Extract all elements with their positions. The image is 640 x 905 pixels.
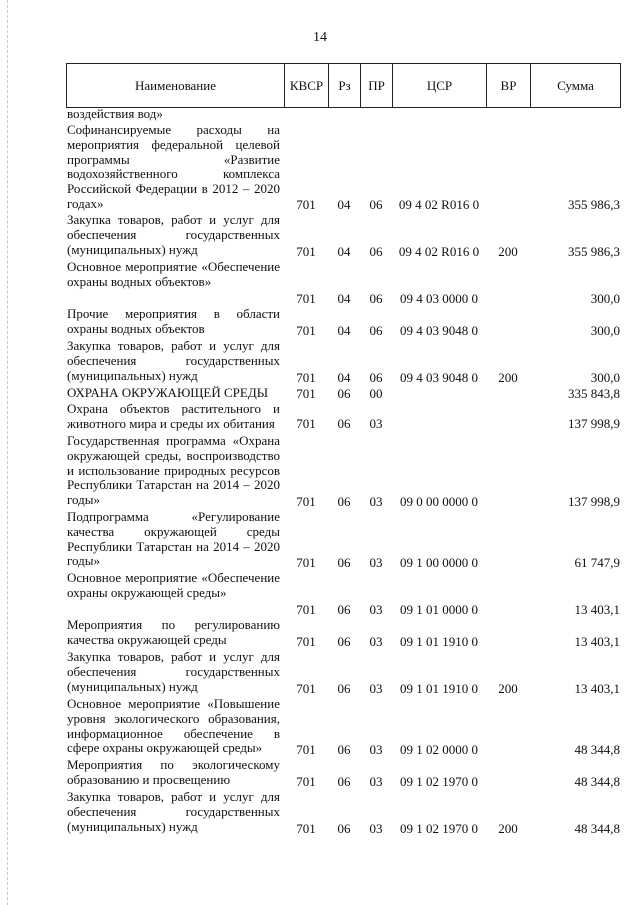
row-vr: 200: [498, 821, 518, 837]
row-rz: 04: [337, 291, 351, 307]
row-pr: 06: [369, 370, 383, 386]
table-row: [66, 213, 620, 259]
row-kvsr: 701: [296, 494, 316, 510]
row-name: Основное мероприятие «Обеспечение охраны окружающей среды»: [67, 570, 280, 600]
row-sum: 355 986,3: [568, 244, 620, 260]
row-pr: 03: [369, 774, 383, 790]
row-pr: 03: [369, 416, 383, 431]
row-rz: 06: [337, 386, 351, 402]
row-rz: 06: [337, 681, 351, 697]
row-vr: 200: [498, 681, 518, 697]
row-pr: 03: [369, 742, 383, 758]
header-csr: ЦСР: [393, 64, 487, 108]
row-csr: 09 1 01 1910 0: [400, 634, 478, 650]
row-csr: 09 1 02 0000 0: [400, 742, 478, 758]
row-vr: 200: [498, 244, 518, 260]
row-rz: 06: [337, 634, 351, 650]
table-row: [66, 107, 620, 122]
row-pr: 06: [369, 323, 383, 339]
row-rz: 04: [337, 323, 351, 339]
row-pr: 06: [369, 291, 383, 307]
row-name: Закупка товаров, работ и услуг для обеспечения государственных (муниципальных) нужд: [67, 789, 280, 834]
row-name: Мероприятия по экологическому образованию и просвещению: [67, 757, 280, 787]
row-vr: 200: [498, 370, 518, 386]
table-row: [66, 386, 620, 401]
row-rz: 06: [337, 494, 351, 510]
row-name: Софинансируемые расходы на мероприятия федеральной целевой программы «Развитие водохозяйственного комплекса Российской Федерации в 2012 – 2020 годах»: [67, 122, 280, 211]
row-csr: 09 4 02 R016 0: [398, 197, 480, 213]
row-pr: 03: [369, 494, 383, 510]
row-name: воздействия вод»: [67, 106, 163, 121]
row-sum: 335 843,8: [568, 386, 620, 402]
row-sum: 300,0: [590, 291, 620, 307]
row-name: Подпрограмма «Регулирование качества окружающей среды Республики Татарстан на 2014 – 2020 годы»: [67, 509, 280, 569]
table-row: [66, 260, 620, 306]
row-sum: 300,0: [590, 370, 620, 386]
header-pr: ПР: [361, 64, 393, 108]
row-sum: 48 344,8: [574, 821, 620, 837]
row-name: Прочие мероприятия в области охраны водных объектов: [67, 306, 280, 336]
row-name: ОХРАНА ОКРУЖАЮЩЕЙ СРЕДЫ: [67, 385, 269, 400]
row-sum: 13 403,1: [574, 681, 620, 697]
row-pr: 06: [369, 244, 383, 260]
row-csr: 09 1 01 0000 0: [400, 602, 478, 618]
row-csr: 09 0 00 0000 0: [400, 494, 478, 510]
row-rz: 06: [337, 555, 351, 571]
row-csr: 09 1 00 0000 0: [400, 555, 478, 571]
row-csr: 09 4 03 9048 0: [400, 323, 478, 339]
row-name: Основное мероприятие «Повышение уровня экологического образования, информационное обеспечение в сфере охраны окружающей среды»: [67, 696, 280, 756]
row-csr: 09 1 02 1970 0: [400, 821, 478, 837]
row-kvsr: 701: [296, 197, 316, 213]
row-pr: 03: [369, 634, 383, 650]
row-rz: 04: [337, 244, 351, 260]
row-csr: 09 1 02 1970 0: [400, 774, 478, 790]
row-rz: 04: [337, 370, 351, 386]
row-kvsr: 701: [296, 742, 316, 758]
row-kvsr: 701: [296, 602, 316, 618]
row-kvsr: 701: [296, 634, 316, 650]
table-row: [66, 339, 620, 385]
table-row: [66, 650, 620, 696]
row-name: Государственная программа «Охрана окружающей среды, воспроизводство и использование природных ресурсов Республики Татарстан на 2014 – 2020 годы»: [67, 433, 280, 508]
row-sum: 355 986,3: [568, 197, 620, 213]
page-number: 14: [313, 30, 327, 45]
row-rz: 06: [337, 774, 351, 790]
row-name: Закупка товаров, работ и услуг для обеспечения государственных (муниципальных) нужд: [67, 649, 280, 694]
header-name: Наименование: [67, 64, 285, 108]
row-kvsr: 701: [296, 821, 316, 837]
row-rz: 06: [337, 742, 351, 758]
table-row: [66, 571, 620, 617]
table-row: [66, 434, 620, 509]
table-row: [66, 307, 620, 338]
row-pr: 03: [369, 821, 383, 837]
row-sum: 137 998,9: [568, 416, 620, 431]
row-kvsr: 701: [296, 370, 316, 386]
row-name: Охрана объектов растительного и животного мира и среды их обитания: [67, 401, 280, 431]
row-csr: 09 4 02 R016 0: [398, 244, 480, 260]
row-pr: 03: [369, 602, 383, 618]
row-sum: 13 403,1: [574, 634, 620, 650]
row-sum: 137 998,9: [568, 494, 620, 510]
row-name: Мероприятия по регулированию качества окружающей среды: [67, 617, 280, 647]
row-pr: 03: [369, 555, 383, 571]
row-sum: 61 747,9: [574, 555, 620, 571]
row-sum: 48 344,8: [574, 774, 620, 790]
binding-margin-marks: [7, 0, 9, 905]
row-kvsr: 701: [296, 291, 316, 307]
header-rz: Рз: [329, 64, 361, 108]
row-kvsr: 701: [296, 244, 316, 260]
row-pr: 00: [369, 386, 383, 402]
row-kvsr: 701: [296, 386, 316, 402]
row-kvsr: 701: [296, 681, 316, 697]
table-row: [66, 123, 620, 212]
row-csr: 09 4 03 0000 0: [400, 291, 478, 307]
row-kvsr: 701: [296, 323, 316, 339]
table-row: [66, 618, 620, 649]
row-rz: 06: [337, 821, 351, 837]
row-csr: 09 4 03 9048 0: [400, 370, 478, 386]
table-header: [66, 63, 621, 108]
row-kvsr: 701: [296, 555, 316, 571]
row-pr: 06: [369, 197, 383, 213]
row-rz: 06: [337, 416, 351, 431]
table-row: [66, 402, 620, 433]
row-csr: 09 1 01 1910 0: [400, 681, 478, 697]
row-pr: 03: [369, 681, 383, 697]
row-sum: 48 344,8: [574, 742, 620, 758]
row-sum: 300,0: [590, 323, 620, 339]
table-row: [66, 697, 620, 757]
row-rz: 06: [337, 602, 351, 618]
header-kvsr: КВСР: [285, 64, 329, 108]
row-sum: 13 403,1: [574, 602, 620, 618]
row-name: Закупка товаров, работ и услуг для обеспечения государственных (муниципальных) нужд: [67, 338, 280, 383]
row-kvsr: 701: [296, 416, 316, 431]
row-rz: 04: [337, 197, 351, 213]
table-row: [66, 790, 620, 836]
row-kvsr: 701: [296, 774, 316, 790]
table-row: [66, 510, 620, 570]
table-row: [66, 758, 620, 789]
row-name: Основное мероприятие «Обеспечение охраны водных объектов»: [67, 259, 280, 289]
row-name: Закупка товаров, работ и услуг для обеспечения государственных (муниципальных) нужд: [67, 212, 280, 257]
header-vr: ВР: [487, 64, 531, 108]
header-sum: Сумма: [531, 64, 621, 108]
